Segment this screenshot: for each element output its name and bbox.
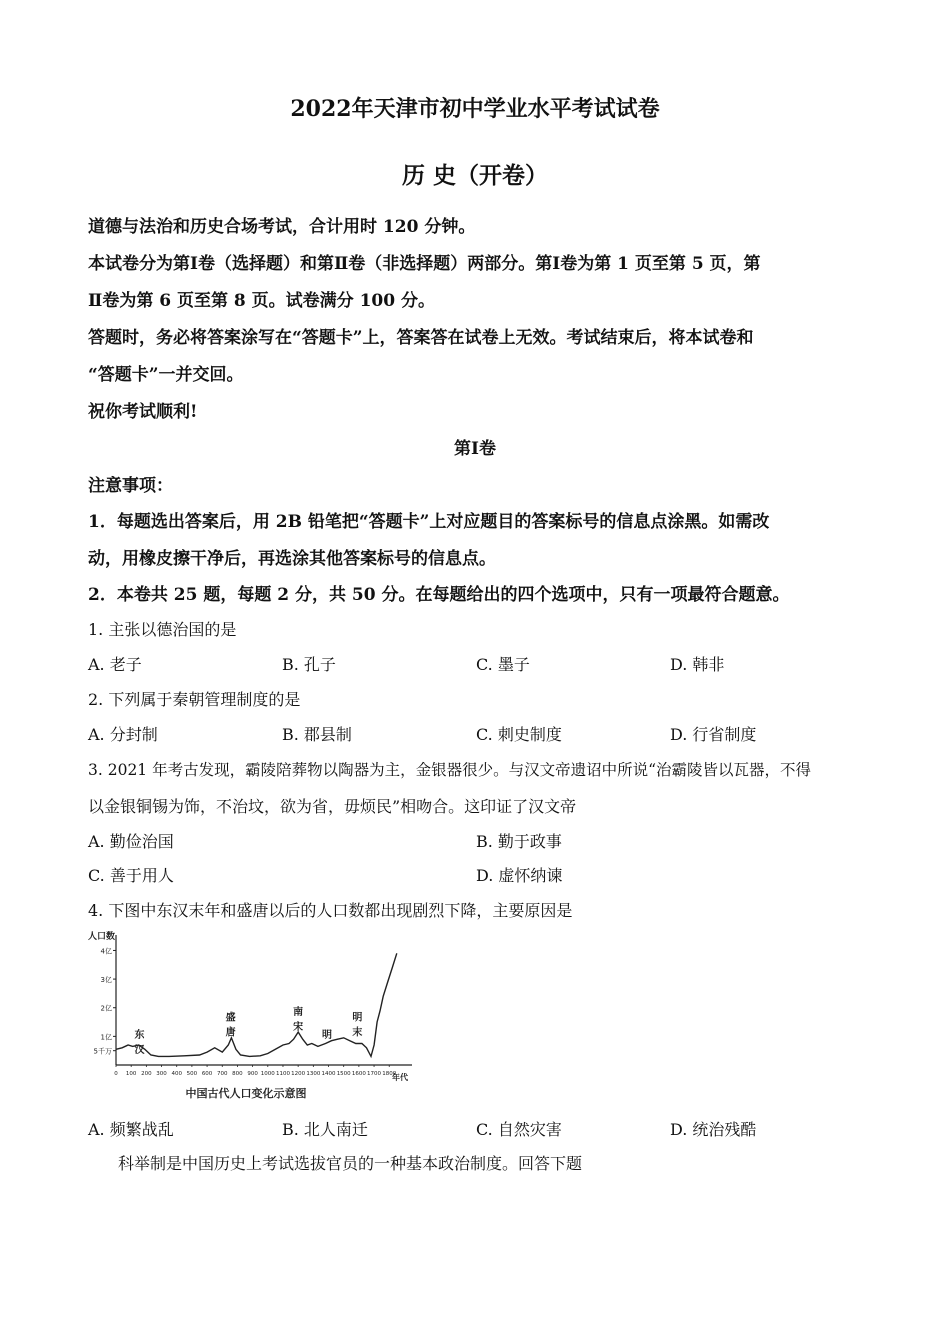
q2-option-b[interactable]: B. 郡县制 — [282, 725, 352, 744]
y-tick-label: 5千万 — [93, 1047, 112, 1056]
q3-option-d[interactable]: D. 虚怀纳谏 — [476, 866, 563, 885]
subject-subtitle: 历 史（开卷） — [401, 162, 548, 189]
q1-option-c[interactable]: C. 墨子 — [476, 655, 530, 674]
y-tick-label: 3亿 — [100, 976, 112, 985]
x-tick-label: 300 — [156, 1071, 167, 1077]
q2-option-c[interactable]: C. 刺史制度 — [476, 725, 562, 744]
notice-1b: 动，用橡皮擦干净后，再选涂其他答案标号的信息点。 — [88, 549, 496, 569]
chart-title: 中国古代人口变化示意图 — [185, 1087, 307, 1100]
chart-annotation: 盛 — [225, 1012, 236, 1024]
q4-option-c[interactable]: C. 自然灾害 — [476, 1120, 562, 1139]
q4-option-a[interactable]: A. 频繁战乱 — [88, 1120, 174, 1139]
intro-line-3: Ⅱ卷为第 6 页至第 8 页。试卷满分 100 分。 — [88, 291, 435, 311]
chart-y-ticks — [94, 946, 116, 1055]
notice-1a: 1．每题选出答案后，用 2B 铅笔把“答题卡”上对应题目的答案标号的信息点涂黑。如需改 — [88, 512, 770, 532]
chart-x-label: 年代 — [392, 1073, 408, 1082]
intro-line-6: 祝你考试顺利! — [88, 402, 198, 422]
chart-annotation: 明 — [352, 1012, 363, 1024]
question-3-stem-line1: 3. 2021 年考古发现，霸陵陪葬物以陶器为主，金银器很少。与汉文帝遗诏中所说“治霸陵皆以瓦器，不得 — [88, 761, 812, 779]
x-tick-label: 1300 — [306, 1071, 321, 1077]
x-tick-label: 1000 — [260, 1071, 275, 1077]
x-tick-label: 1600 — [351, 1071, 366, 1077]
q1-option-b[interactable]: B. 孔子 — [282, 655, 336, 674]
chart-x-ticks — [114, 1065, 396, 1077]
x-tick-label: 1700 — [367, 1071, 382, 1077]
x-tick-label: 500 — [186, 1071, 198, 1077]
chart-series — [116, 953, 397, 1056]
q3-option-c[interactable]: C. 善于用人 — [88, 866, 174, 885]
chart-annotation: 东 — [134, 1029, 145, 1041]
x-tick-label: 1100 — [275, 1071, 290, 1077]
y-tick-label: 4亿 — [100, 947, 112, 956]
x-tick-label: 1800 — [382, 1071, 397, 1077]
x-tick-label: 900 — [247, 1071, 258, 1077]
x-tick-label: 400 — [171, 1071, 182, 1077]
chart-annotation: 唐 — [225, 1027, 236, 1039]
question-1-stem: 1. 主张以德治国的是 — [88, 620, 237, 639]
question-4-stem: 4. 下图中东汉末年和盛唐以后的人口数都出现剧烈下降，主要原因是 — [88, 901, 573, 920]
x-tick-label: 100 — [125, 1071, 137, 1077]
notice-heading: 注意事项： — [88, 476, 173, 496]
population-line — [116, 953, 397, 1056]
chart-y-label: 人口数 — [88, 932, 116, 942]
q3-option-b[interactable]: B. 勤于政事 — [476, 832, 562, 851]
x-tick-label: 700 — [217, 1071, 228, 1077]
notice-2: 2．本卷共 25 题，每题 2 分，共 50 分。在每题给出的四个选项中，只有一项最符合题意。 — [88, 585, 790, 605]
x-tick-label: 1500 — [336, 1071, 351, 1077]
chart-annotation: 明 — [321, 1029, 332, 1041]
chart-annotations — [135, 1005, 363, 1056]
section-title: 第Ⅰ卷 — [454, 439, 496, 459]
chart-annotation: 南 — [293, 1006, 304, 1018]
x-tick-label: 600 — [201, 1071, 213, 1077]
q2-option-a[interactable]: A. 分封制 — [88, 725, 158, 744]
x-tick-label: 0 — [114, 1071, 118, 1077]
chart-annotation: 汉 — [134, 1044, 145, 1056]
q1-option-a[interactable]: A. 老子 — [88, 655, 142, 674]
population-chart — [86, 925, 422, 1105]
question-3-stem-line2: 以金银铜锡为饰，不治坟，欲为省，毋烦民”相吻合。这印证了汉文帝 — [88, 797, 577, 816]
x-tick-label: 200 — [141, 1071, 152, 1077]
q4-option-b[interactable]: B. 北人南迁 — [282, 1120, 368, 1139]
intro-line-1: 道德与法治和历史合场考试，合计用时 120 分钟。 — [88, 217, 476, 237]
intro-line-4: 答题时，务必将答案涂写在“答题卡”上，答案答在试卷上无效。考试结束后，将本试卷和 — [88, 328, 754, 348]
intro-line-5: “答题卡”一并交回。 — [88, 365, 244, 385]
chart-axes — [116, 935, 412, 1065]
chart-annotation: 宋 — [293, 1021, 304, 1033]
x-tick-label: 800 — [232, 1071, 243, 1077]
q1-option-d[interactable]: D. 韩非 — [670, 655, 725, 674]
question-2-stem: 2. 下列属于秦朝管理制度的是 — [88, 690, 301, 709]
q3-option-a[interactable]: A. 勤俭治国 — [88, 832, 174, 851]
y-tick-label: 2亿 — [100, 1004, 112, 1013]
x-tick-label: 1400 — [321, 1071, 336, 1077]
exam-title: 2022年天津市初中学业水平考试试卷 — [290, 96, 660, 122]
q4-option-d[interactable]: D. 统治残酷 — [670, 1120, 757, 1139]
q2-option-d[interactable]: D. 行省制度 — [670, 725, 757, 744]
x-tick-label: 1200 — [291, 1071, 306, 1077]
y-tick-label: 1亿 — [100, 1033, 112, 1042]
closing-text: 科举制是中国历史上考试选拔官员的一种基本政治制度。回答下题 — [118, 1154, 583, 1173]
intro-line-2: 本试卷分为第Ⅰ卷（选择题）和第Ⅱ卷（非选择题）两部分。第Ⅰ卷为第 1 页至第 5 页，第 — [88, 254, 761, 274]
chart-annotation: 末 — [352, 1027, 363, 1039]
